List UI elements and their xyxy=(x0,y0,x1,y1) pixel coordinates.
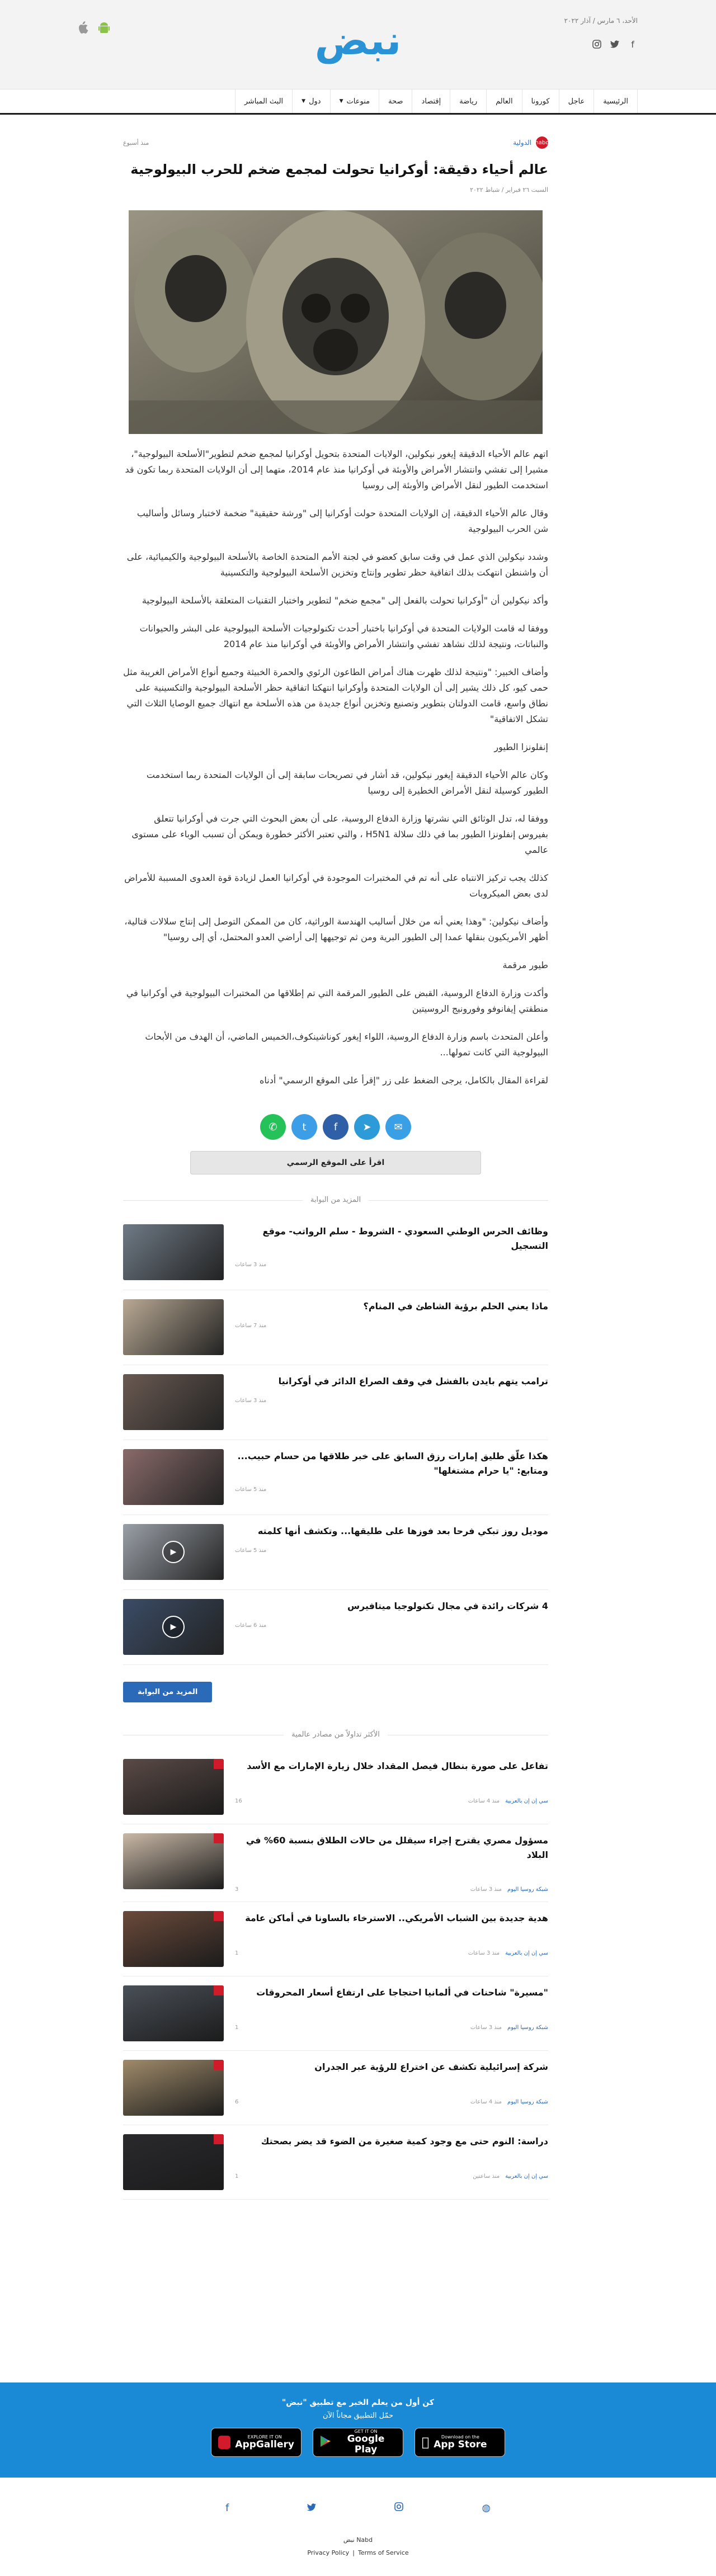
list-item-title[interactable]: وظائف الحرس الوطني السعودي - الشروط - سلم الرواتب- موقع التسجيل xyxy=(262,1226,548,1251)
article-paragraph: وكان عالم الأحياء الدقيقة إيغور نيكولين، قد أشار في تصريحات سابقة إلى أن الولايات المتحدة ربما استخدمت الطيور كوسيلة لنقل الأمراض الخطيرة إلى روسيا xyxy=(146,770,548,796)
list-item-meta-row xyxy=(235,1773,548,1804)
store-small-label: Download on the xyxy=(434,2434,472,2440)
source-name[interactable]: سي إن إن بالعربية xyxy=(505,1950,548,1956)
list-item[interactable] xyxy=(123,1976,548,2051)
instagram-icon[interactable] xyxy=(394,2502,403,2514)
globe-icon[interactable]: ◍ xyxy=(482,2502,491,2514)
facebook-icon: f xyxy=(333,1121,338,1133)
nav-item-health[interactable] xyxy=(379,89,412,113)
list-item-title[interactable]: 4 شركات رائدة في مجال تكنولوجيا ميتافيرس xyxy=(347,1601,548,1611)
app-promo-band xyxy=(0,2382,716,2478)
facebook-icon[interactable]: f xyxy=(225,2502,229,2514)
terms-link[interactable]: Terms of Service xyxy=(358,2549,409,2556)
store-name: AppGallery xyxy=(235,2438,294,2450)
nav-item-home[interactable] xyxy=(593,89,638,113)
article-paragraph: اتهم عالم الأحياء الدقيقة إيغور نيكولين، الولايات المتحدة بتحويل أوكرانيا لمجمع ضخم لتطوير"الأسلحة البيولوجية"، مشيرا إلى تفشي وانتشار الأمراض والأوبئة في أوكرانيا منذ عام 2014، متهما إلى أن الولايات المتحدة ربما تكون قد استخدمت الطيور لنقل الأمراض والأوبئة إلى روسيا xyxy=(125,449,548,490)
list-item-title[interactable]: موديل روز تبكي فرحا بعد فوزها على طليقها... وتكشف أنها كلمته xyxy=(257,1526,548,1536)
nav-label: عاجل xyxy=(568,97,585,106)
telegram-share-button[interactable] xyxy=(354,1114,380,1140)
list-item-thumbnail[interactable] xyxy=(123,1224,224,1280)
source-name[interactable]: سي إن إن بالعربية xyxy=(505,1797,548,1804)
share-count: 6 xyxy=(235,2098,239,2105)
list-item-text xyxy=(235,2134,548,2190)
list-item-title[interactable]: ترامب يتهم بايدن بالفشل في وقف الصراع الدائر في أوكرانيا xyxy=(278,1376,548,1386)
list-item-text xyxy=(235,1374,548,1431)
list-item[interactable] xyxy=(123,1590,548,1665)
article-hero-image xyxy=(129,210,543,434)
share-count: 1 xyxy=(235,2173,239,2179)
list-item-thumbnail[interactable] xyxy=(123,1449,224,1505)
article-paragraph: وأعلن المتحدث باسم وزارة الدفاع الروسية، اللواء إيغور كوناشينكوف،الخميس الماضي، أن الهدف من الأبحاث البيولوجية التي كانت تمولها... xyxy=(145,1031,548,1058)
apple-icon xyxy=(422,2436,429,2450)
list-item-meta-row xyxy=(235,2074,548,2105)
chevron-down-icon: ▼ xyxy=(302,98,306,104)
nav-label: كورونا xyxy=(531,97,550,106)
article-paragraph: وقال عالم الأحياء الدقيقة، إن الولايات المتحدة حولت أوكرانيا إلى "ورشة حقيقية" ضخمة لاختبار وسائل وأساليب شن الحرب البيولوجية xyxy=(136,508,548,534)
google-play-badge[interactable] xyxy=(313,2428,403,2457)
app-promo-subtitle: حمّل التطبيق مجاناً الآن xyxy=(322,2412,394,2420)
facebook-icon[interactable]: f xyxy=(631,39,634,50)
list-item-time: منذ 3 ساعات xyxy=(468,1950,500,1956)
share-count: 1 xyxy=(235,1950,239,1956)
app-gallery-badge[interactable] xyxy=(211,2428,302,2457)
list-item-meta-row xyxy=(235,2149,548,2179)
global-popular-list xyxy=(123,1750,548,2200)
play-icon: ▶ xyxy=(162,1616,185,1638)
article-category[interactable]: الدولية xyxy=(513,139,531,147)
google-play-icon xyxy=(320,2435,331,2450)
article-body xyxy=(123,446,548,1088)
share-count: 3 xyxy=(235,1886,239,1893)
more-from-source-button[interactable]: المزيد من البوابة xyxy=(123,1682,212,1702)
site-logo[interactable]: نبض xyxy=(314,17,402,64)
instagram-icon[interactable] xyxy=(592,39,602,49)
list-item-meta: منذ 3 ساعات xyxy=(235,1262,267,1268)
store-small-label: EXPLORE IT ON xyxy=(247,2434,282,2440)
list-item-source xyxy=(470,1886,548,1893)
list-item-time: منذ 4 ساعات xyxy=(468,1797,500,1804)
nav-item-countries[interactable] xyxy=(292,89,329,113)
list-item[interactable] xyxy=(123,1440,548,1515)
source-name[interactable]: شبكة روسيا اليوم xyxy=(507,2098,548,2105)
list-item-source xyxy=(470,2025,548,2031)
list-item-title[interactable]: دراسة: النوم حتى مع وجود كمية صغيرة من الضوء قد يضر بصحتك xyxy=(261,2136,548,2147)
list-item-text xyxy=(235,1759,548,1815)
list-item-meta-row xyxy=(235,1862,548,1893)
article-paragraph: ووفقا له، تدل الوثائق التي نشرتها وزارة الدفاع الروسية، على أن بعض البحوث التي جرت في أوكرانيا تتعلق بفيروس إنفلونزا الطيور بما في ذلك سلالة H5N1 ، والتي تعتبر الأكثر خطورة ويمكن أن تسبب الوباء على مستوى عالمي xyxy=(131,813,548,855)
list-item-title[interactable]: شركة إسرائيلية تكشف عن اختراع للرؤية عبر الجدران xyxy=(314,2061,548,2073)
article-paragraph: وشدد نيكولين الذي عمل في وقت سابق كعضو في لجنة الأمم المتحدة الخاصة بالأسلحة البيولوجية والكيميائية، على أن واشنطن انتهكت بذلك اتفاقية حظر تطوير وإنتاج وتخزين الأسلحة البيولوجية والتكسينية xyxy=(126,551,548,578)
list-item-meta-row xyxy=(235,2000,548,2031)
email-share-button[interactable] xyxy=(385,1114,411,1140)
nav-label: العالم xyxy=(496,97,513,106)
source-logo-icon: nabd xyxy=(536,136,548,149)
section-title-label: المزيد من البوابة xyxy=(303,1196,369,1204)
list-item[interactable] xyxy=(123,1290,548,1365)
list-item-title[interactable]: "مسيرة" شاحنات في ألمانيا احتجاجا على ارتفاع أسعار المحروقات xyxy=(256,1987,548,1998)
facebook-share-button[interactable] xyxy=(323,1114,348,1140)
source-name[interactable]: شبكة روسيا اليوم xyxy=(507,2024,548,2031)
article xyxy=(123,115,548,2200)
article-paragraph: وأكد نيكولين أن "أوكرانيا تحولت بالفعل إلى "مجمع ضخم" لتطوير واختبار التقنيات المتعلقة بالأسلحة البيولوجية xyxy=(142,595,548,606)
twitter-share-button[interactable] xyxy=(291,1114,317,1140)
source-logo-icon xyxy=(214,1759,224,1769)
list-item-title[interactable]: هدية جديدة بين الشباب الأمريكي.. الاسترخاء بالساونا في أماكن عامة xyxy=(245,1913,548,1924)
header-socials xyxy=(592,39,638,49)
section-title-label: الأكثر تداولاً من مصادر عالمية xyxy=(284,1730,388,1739)
more-from-source-list xyxy=(123,1215,548,1665)
list-item[interactable] xyxy=(123,1902,548,1976)
article-time-ago: منذ أسبوع xyxy=(123,139,149,147)
nav-item-misc[interactable] xyxy=(330,89,379,113)
list-item-text xyxy=(235,1911,548,1967)
list-item-text xyxy=(235,1299,548,1356)
footer-brand: Nabd نبض xyxy=(343,2536,373,2544)
article-subheading: إنفلونزا الطيور xyxy=(494,742,548,752)
share-buttons xyxy=(123,1114,548,1140)
list-item-text xyxy=(235,1449,548,1506)
list-item-thumbnail[interactable] xyxy=(123,2060,224,2116)
nav-label: دول xyxy=(309,97,321,106)
list-item[interactable] xyxy=(123,1515,548,1590)
store-small-label: GET IT ON xyxy=(354,2429,378,2435)
site-footer xyxy=(0,2478,716,2576)
list-item-source xyxy=(468,1798,548,1804)
article-paragraph: وأكدت وزارة الدفاع الروسية، القبض على الطيور المرقمة التي تم إطلاقها من المختبرات البيولوجية في أوكرانيا في منطقتي إيفانوفو وفورونيج الروسيتين xyxy=(126,988,548,1014)
chevron-down-icon: ▼ xyxy=(339,98,343,104)
huawei-icon xyxy=(218,2436,230,2449)
list-item[interactable] xyxy=(123,1750,548,1824)
list-item-text xyxy=(235,1985,548,2041)
app-promo-title: كن أول من يعلم الخبر مع تطبيق "نبض" xyxy=(281,2398,435,2407)
list-item[interactable] xyxy=(123,2125,548,2200)
source-logo-icon xyxy=(214,1985,224,1995)
nav-item-economy[interactable] xyxy=(412,89,450,113)
article-published-date: السبت ٢٦ فبراير / شباط ٢٠٢٢ xyxy=(470,186,548,194)
list-item-time: منذ 3 ساعات xyxy=(470,2024,502,2031)
list-item-thumbnail[interactable] xyxy=(123,1911,224,1967)
nav-label: صحة xyxy=(388,97,403,106)
list-item-time: منذ 4 ساعات xyxy=(470,2098,502,2105)
list-item-thumbnail[interactable] xyxy=(123,1599,224,1655)
list-item-time: منذ ساعتين xyxy=(473,2173,500,2179)
share-count: 16 xyxy=(235,1797,242,1804)
list-item[interactable] xyxy=(123,1365,548,1440)
read-official-button[interactable]: اقرأ على الموقع الرسمي xyxy=(190,1151,481,1174)
site-header xyxy=(0,0,716,89)
twitter-icon[interactable] xyxy=(307,2502,316,2514)
source-logo-icon xyxy=(214,1911,224,1921)
email-icon: ✉ xyxy=(394,1121,403,1133)
list-item-meta-row xyxy=(235,1926,548,1956)
main-nav xyxy=(0,89,716,115)
list-item-title[interactable]: ماذا يعني الحلم برؤية الشاطئ في المنام؟ xyxy=(363,1301,548,1311)
nav-label: الرئيسية xyxy=(603,97,628,106)
list-item-thumbnail[interactable] xyxy=(123,1985,224,2041)
nav-item-sports[interactable] xyxy=(450,89,486,113)
twitter-icon[interactable] xyxy=(610,39,620,49)
play-icon: ▶ xyxy=(162,1541,185,1563)
header-date: الأحد، ٦ مارس / آذار ٢٠٢٢ xyxy=(564,17,638,25)
list-item-thumbnail[interactable] xyxy=(123,1299,224,1355)
nav-label: البث المباشر xyxy=(244,97,284,106)
twitter-icon: t xyxy=(302,1121,307,1133)
list-item-meta: منذ 6 ساعات xyxy=(235,1622,267,1629)
list-item[interactable] xyxy=(123,2051,548,2125)
footer-links xyxy=(0,2549,716,2556)
list-item[interactable] xyxy=(123,1824,548,1902)
list-item-thumbnail[interactable] xyxy=(123,1524,224,1580)
list-item-text xyxy=(235,2060,548,2116)
list-item-meta: منذ 7 ساعات xyxy=(235,1322,267,1329)
footer-socials xyxy=(0,2502,716,2514)
article-paragraph: وأضاف نيكولين: "وهذا يعني أنه من خلال أساليب الهندسة الوراثية، كان من الممكن التوصل إلى إنتاج سلالات قتالية، أظهر الأمريكيون بنقلها عمدا إلى الطيور البرية ومن ثم توجيهها إلى أراضي العدو المحتمل، أي إلى روسيا" xyxy=(124,916,548,942)
list-item-thumbnail[interactable] xyxy=(123,1759,224,1815)
nav-item-world[interactable] xyxy=(486,89,521,113)
list-item-meta: منذ 3 ساعات xyxy=(235,1397,267,1404)
divider: | xyxy=(352,2549,355,2556)
list-item[interactable] xyxy=(123,1215,548,1290)
store-name: App Store xyxy=(426,2438,480,2450)
list-item-source xyxy=(470,2099,548,2105)
source-name[interactable]: سي إن إن بالعربية xyxy=(505,2173,548,2179)
article-paragraph: كذلك يجب تركيز الانتباه على أنه تم في المختبرات الموجودة في أوكرانيا العمل لزيادة قوة العدوى المسببة للأمراض لدى بعض الميكروبات xyxy=(124,872,548,899)
list-item-source xyxy=(468,1950,548,1956)
article-paragraph: ووفقا له قامت الولايات المتحدة في أوكرانيا باختبار أحدث تكنولوجيات الأسلحة البيولوجية على البشر والحيوانات والنباتات، ونتيجة لذلك نشاهد تفشي وانتشار الأمراض والأوبئة في أوكرانيا منذ عام 2014 xyxy=(139,623,548,649)
store-name: Google Play xyxy=(347,2433,385,2455)
list-item-source xyxy=(473,2173,548,2179)
list-item-title[interactable]: مسؤول مصري يقترح إجراء سيقلل من حالات الطلاق بنسبة 60% في البلاد xyxy=(246,1835,548,1860)
list-item-meta: منذ 5 ساعات xyxy=(235,1547,267,1554)
nav-label: رياضة xyxy=(459,97,478,106)
nav-item-live[interactable] xyxy=(235,89,292,113)
source-logo-icon xyxy=(214,2134,224,2144)
nav-item-corona[interactable] xyxy=(522,89,559,113)
list-item-thumbnail[interactable] xyxy=(123,1374,224,1430)
list-item-thumbnail[interactable] xyxy=(123,1833,224,1889)
breadcrumb[interactable] xyxy=(513,136,548,149)
list-item-text xyxy=(235,1524,548,1580)
whatsapp-icon: ✆ xyxy=(268,1121,277,1133)
store-badges xyxy=(0,2428,716,2457)
privacy-policy-link[interactable]: Privacy Policy xyxy=(307,2549,350,2556)
share-count: 1 xyxy=(235,2024,239,2031)
whatsapp-share-button[interactable] xyxy=(260,1114,286,1140)
list-item-title[interactable]: هكذا علّق طليق إمارات رزق السابق على خبر طلاقها من حسام حبيب... ومتابع: "يا حرام مشتغلها" xyxy=(237,1451,548,1476)
nav-item-urgent[interactable] xyxy=(559,89,594,113)
app-store-badge[interactable] xyxy=(414,2428,505,2457)
article-subheading: طيور مرقمة xyxy=(502,960,548,970)
list-item-meta: منذ 5 ساعات xyxy=(235,1487,267,1493)
list-item-title[interactable]: تفاعل على صورة بنطال فيصل المقداد خلال زيارة الإمارات مع الأسد xyxy=(247,1761,548,1771)
app-store-icons xyxy=(78,21,110,37)
apple-icon[interactable] xyxy=(78,21,90,37)
article-headline: عالم أحياء دقيقة: أوكرانيا تحولت لمجمع ضخم للحرب البيولوجية xyxy=(130,162,548,177)
list-item-thumbnail[interactable] xyxy=(123,2134,224,2190)
list-item-time: منذ 3 ساعات xyxy=(470,1886,502,1893)
source-logo-icon xyxy=(214,1833,224,1843)
source-logo-icon xyxy=(214,2060,224,2070)
section-title xyxy=(123,1196,548,1204)
source-name[interactable]: شبكة روسيا اليوم xyxy=(507,1886,548,1893)
nav-label: منوعات xyxy=(346,97,370,106)
list-item-text xyxy=(235,1599,548,1655)
article-paragraph: وأضاف الخبير: "ونتيجة لذلك ظهرت هناك أمراض الطاعون الرئوي والحمرة الخبيثة وجميع أنواع الأمراض الغريبة مثل حمى كيو، كل ذلك يشير إلى أن الولايات المتحدة وأوكرانيا انتهكتا اتفاقية حظر الأسلحة البيولوجية والتكسينية على نطاق واسع، قامت الدولتان بتطوير وتصنيع وتخزين أنواع جديدة من هذه الأسلحة مع انتهاك جميع الوصايا الثلاث التي تشكل الاتفاقية" xyxy=(123,667,548,724)
article-paragraph: لقراءة المقال بالكامل، يرجى الضغط على زر "إقرأ على الموقع الرسمي" أدناه xyxy=(260,1075,548,1086)
section-title xyxy=(123,1730,548,1739)
telegram-icon: ➤ xyxy=(362,1121,371,1133)
nav-label: إقتصاد xyxy=(421,97,441,106)
list-item-text xyxy=(235,1224,548,1281)
list-item-text xyxy=(235,1833,548,1893)
android-icon[interactable] xyxy=(98,21,110,37)
